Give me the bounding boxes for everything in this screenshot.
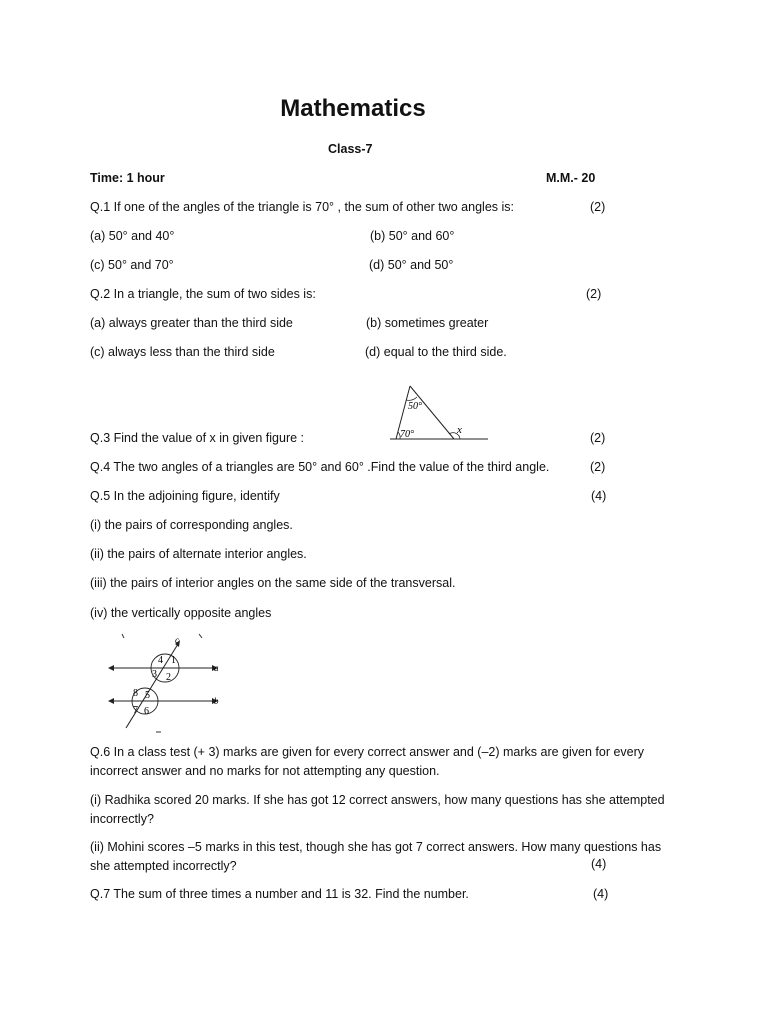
question-1-option-d: (d) 50° and 50°	[369, 258, 454, 272]
line-a-left-arrow	[108, 665, 114, 671]
question-3-marks: (2)	[590, 431, 606, 445]
triangle-figure	[388, 382, 494, 444]
question-2-option-a: (a) always greater than the third side	[90, 316, 293, 330]
angle-3-label: 3	[152, 669, 157, 680]
angle-8-label: 8	[133, 688, 138, 699]
top-angle-label: 50°	[408, 401, 422, 412]
unknown-angle-label: x	[457, 424, 462, 436]
question-2-text: Q.2 In a triangle, the sum of two sides is:	[90, 287, 316, 301]
question-6-marks: (4)	[591, 857, 607, 871]
question-1-option-b: (b) 50° and 60°	[370, 229, 455, 243]
question-6-text: Q.6 In a class test (+ 3) marks are given for every correct answer and (–2) marks are given for every incorrect answer and no marks for not attempting any question.	[90, 745, 645, 778]
question-2-option-d: (d) equal to the third side.	[365, 345, 507, 359]
question-5-marks: (4)	[591, 489, 607, 503]
angle-6-label: 6	[144, 706, 149, 717]
question-5-part-2: (ii) the pairs of alternate interior angles.	[90, 547, 307, 561]
question-6-part-1: (i) Radhika scored 20 marks. If she has got 12 correct answers, how many questions has she attempted incorrectly?	[90, 793, 665, 826]
line-b-label: b	[214, 696, 219, 706]
angle-2-label: 2	[166, 672, 171, 683]
question-1-marks: (2)	[590, 200, 606, 214]
top-angle-arc	[406, 397, 417, 400]
question-5-part-3: (iii) the pairs of interior angles on the same side of the transversal.	[90, 576, 456, 590]
page-title: Mathematics	[280, 95, 426, 122]
stray-mark-right	[199, 634, 202, 638]
class-label: Class-7	[328, 142, 373, 156]
question-7-marks: (4)	[593, 887, 609, 901]
question-2-option-b: (b) sometimes greater	[366, 316, 489, 330]
transversal-label: c	[175, 635, 179, 645]
question-5-part-4: (iv) the vertically opposite angles	[90, 606, 272, 620]
question-5-part-1: (i) the pairs of corresponding angles.	[90, 518, 293, 532]
question-2-option-c: (c) always less than the third side	[90, 345, 275, 359]
question-3-text: Q.3 Find the value of x in given figure :	[90, 431, 305, 445]
question-6-part-2: (ii) Mohini scores –5 marks in this test, though she has got 7 correct answers. How many questions has she attempted incorrectly?	[90, 840, 662, 873]
angle-7-label: 7	[133, 705, 138, 716]
parallel-lines-figure	[108, 630, 228, 736]
triangle-right-side	[410, 386, 454, 439]
question-7-text: Q.7 The sum of three times a number and 11 is 32. Find the number.	[90, 887, 469, 901]
angle-5-label: 5	[145, 690, 150, 701]
question-2-marks: (2)	[586, 287, 602, 301]
angle-4-label: 4	[158, 655, 163, 666]
line-b-left-arrow	[108, 698, 114, 704]
time-label: Time: 1 hour	[90, 171, 165, 185]
question-1-option-c: (c) 50° and 70°	[90, 258, 174, 272]
question-4-marks: (2)	[590, 460, 606, 474]
line-a-label: a	[214, 663, 219, 673]
max-marks-label: M.M.- 20	[546, 171, 596, 185]
question-4-text: Q.4 The two angles of a triangles are 50° and 60° .Find the value of the third angle.	[90, 460, 550, 474]
question-1-option-a: (a) 50° and 40°	[90, 229, 175, 243]
question-5-text: Q.5 In the adjoining figure, identify	[90, 489, 280, 503]
left-angle-label: 70°	[400, 429, 414, 440]
question-1-text: Q.1 If one of the angles of the triangle is 70° , the sum of other two angles is:	[90, 200, 514, 214]
angle-1-label: 1	[171, 655, 176, 666]
stray-mark-left	[122, 634, 124, 638]
